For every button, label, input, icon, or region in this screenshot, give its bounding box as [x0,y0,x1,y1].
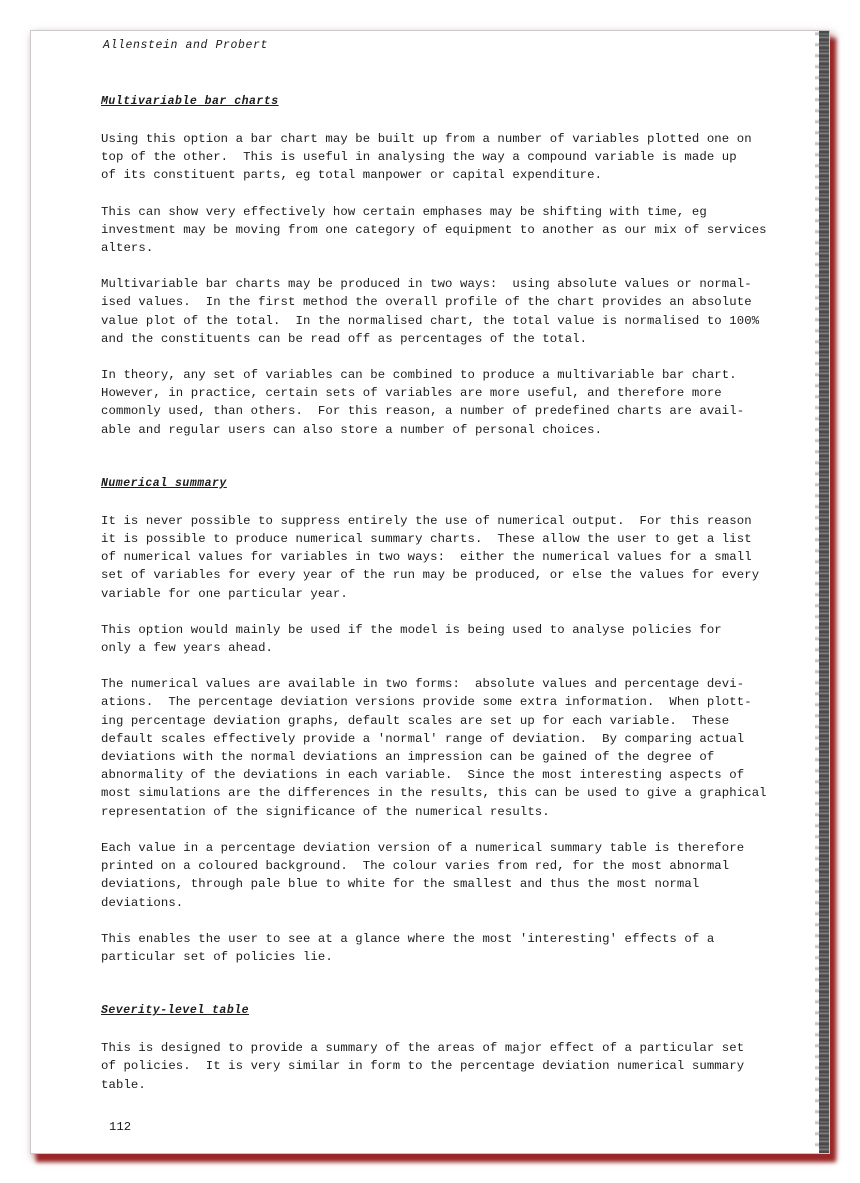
text-line: This enables the user to see at a glance where the most 'interesting' effects of a [101,931,715,946]
text-line: top of the other. This is useful in analysing the way a compound variable is made up [101,150,737,165]
text-line: alters. [101,241,154,256]
text-line: representation of the significance of the numerical results. [101,804,550,819]
paragraph [101,366,781,439]
text-line: In theory, any set of variables can be combined to produce a multivariable bar chart. [101,368,737,383]
section-heading: Severity-level table [101,1004,250,1018]
text-line: of policies. It is very similar in form to the percentage deviation numerical summary [101,1059,745,1074]
paragraph [101,839,781,912]
scanned-page-edge [819,31,829,1153]
document-page [30,30,830,1154]
text-line: variable for one particular year. [101,586,348,601]
paragraph [101,512,781,603]
text-line: This option would mainly be used if the model is being used to analyse policies for [101,622,722,637]
text-line: deviations with the normal deviations an impression can be gained of the degree of [101,750,715,765]
text-line: ations. The percentage deviation versions provide some extra information. When plott- [101,695,752,710]
text-line: of its constituent parts, eg total manpower or capital expenditure. [101,168,603,183]
text-line: particular set of policies lie. [101,949,333,964]
text-line: set of variables for every year of the run may be produced, or else the values for every [101,568,760,583]
text-line: deviations. [101,895,184,910]
text-line: of numerical values for variables in two ways: either the numerical values for a small [101,550,752,565]
text-line: ing percentage deviation graphs, default scales are set up for each variable. These [101,713,730,728]
text-line: Multivariable bar charts may be produced in two ways: using absolute values or normal- [101,277,752,292]
paragraph [101,1039,781,1094]
text-line: This can show very effectively how certain emphases may be shifting with time, eg [101,204,707,219]
text-line: only a few years ahead. [101,641,274,656]
text-line: abnormality of the deviations in each variable. Since the most interesting aspects of [101,768,745,783]
text-line: ised values. In the first method the overall profile of the chart provides an absolute [101,295,752,310]
paragraph [101,930,781,966]
text-line: Each value in a percentage deviation version of a numerical summary table is therefore [101,840,745,855]
text-line: most simulations are the differences in the results, this can be used to give a graphical [101,786,767,801]
text-line: able and regular users can also store a number of personal choices. [101,422,603,437]
text-line: investment may be moving from one category of equipment to another as our mix of services [101,222,767,237]
text-line: value plot of the total. In the normalised chart, the total value is normalised to 100% [101,313,760,328]
paragraph [101,675,781,821]
text-line: deviations, through pale blue to white for the smallest and thus the most normal [101,877,700,892]
paragraph [101,275,781,348]
text-line: commonly used, than others. For this reason, a number of predefined charts are avail- [101,404,745,419]
paragraph [101,621,781,657]
text-line: table. [101,1077,146,1092]
text-line: However, in practice, certain sets of variables are more useful, and therefore more [101,386,722,401]
page-body [101,93,781,1094]
paragraph [101,130,781,185]
section-heading: Numerical summary [101,476,227,490]
text-line: it is possible to produce numerical summary charts. These allow the user to get a list [101,532,752,547]
section-heading: Multivariable bar charts [101,95,279,108]
text-line: printed on a coloured background. The colour varies from red, for the most abnormal [101,859,730,874]
text-line: It is never possible to suppress entirely the use of numerical output. For this reason [101,513,752,528]
text-line: The numerical values are available in two forms: absolute values and percentage devi- [101,677,745,692]
text-line: default scales effectively provide a 'normal' range of deviation. By comparing actual [101,731,745,746]
page-number: 112 [109,1120,132,1134]
text-line: and the constituents can be read off as percentages of the total. [101,331,588,346]
scanned-page-edge-shadow [815,31,819,1153]
text-line: Using this option a bar chart may be built up from a number of variables plotted one on [101,132,752,146]
paragraph [101,203,781,258]
text-line: This is designed to provide a summary of the areas of major effect of a particular set [101,1041,745,1056]
running-header: Allenstein and Probert [103,39,269,52]
